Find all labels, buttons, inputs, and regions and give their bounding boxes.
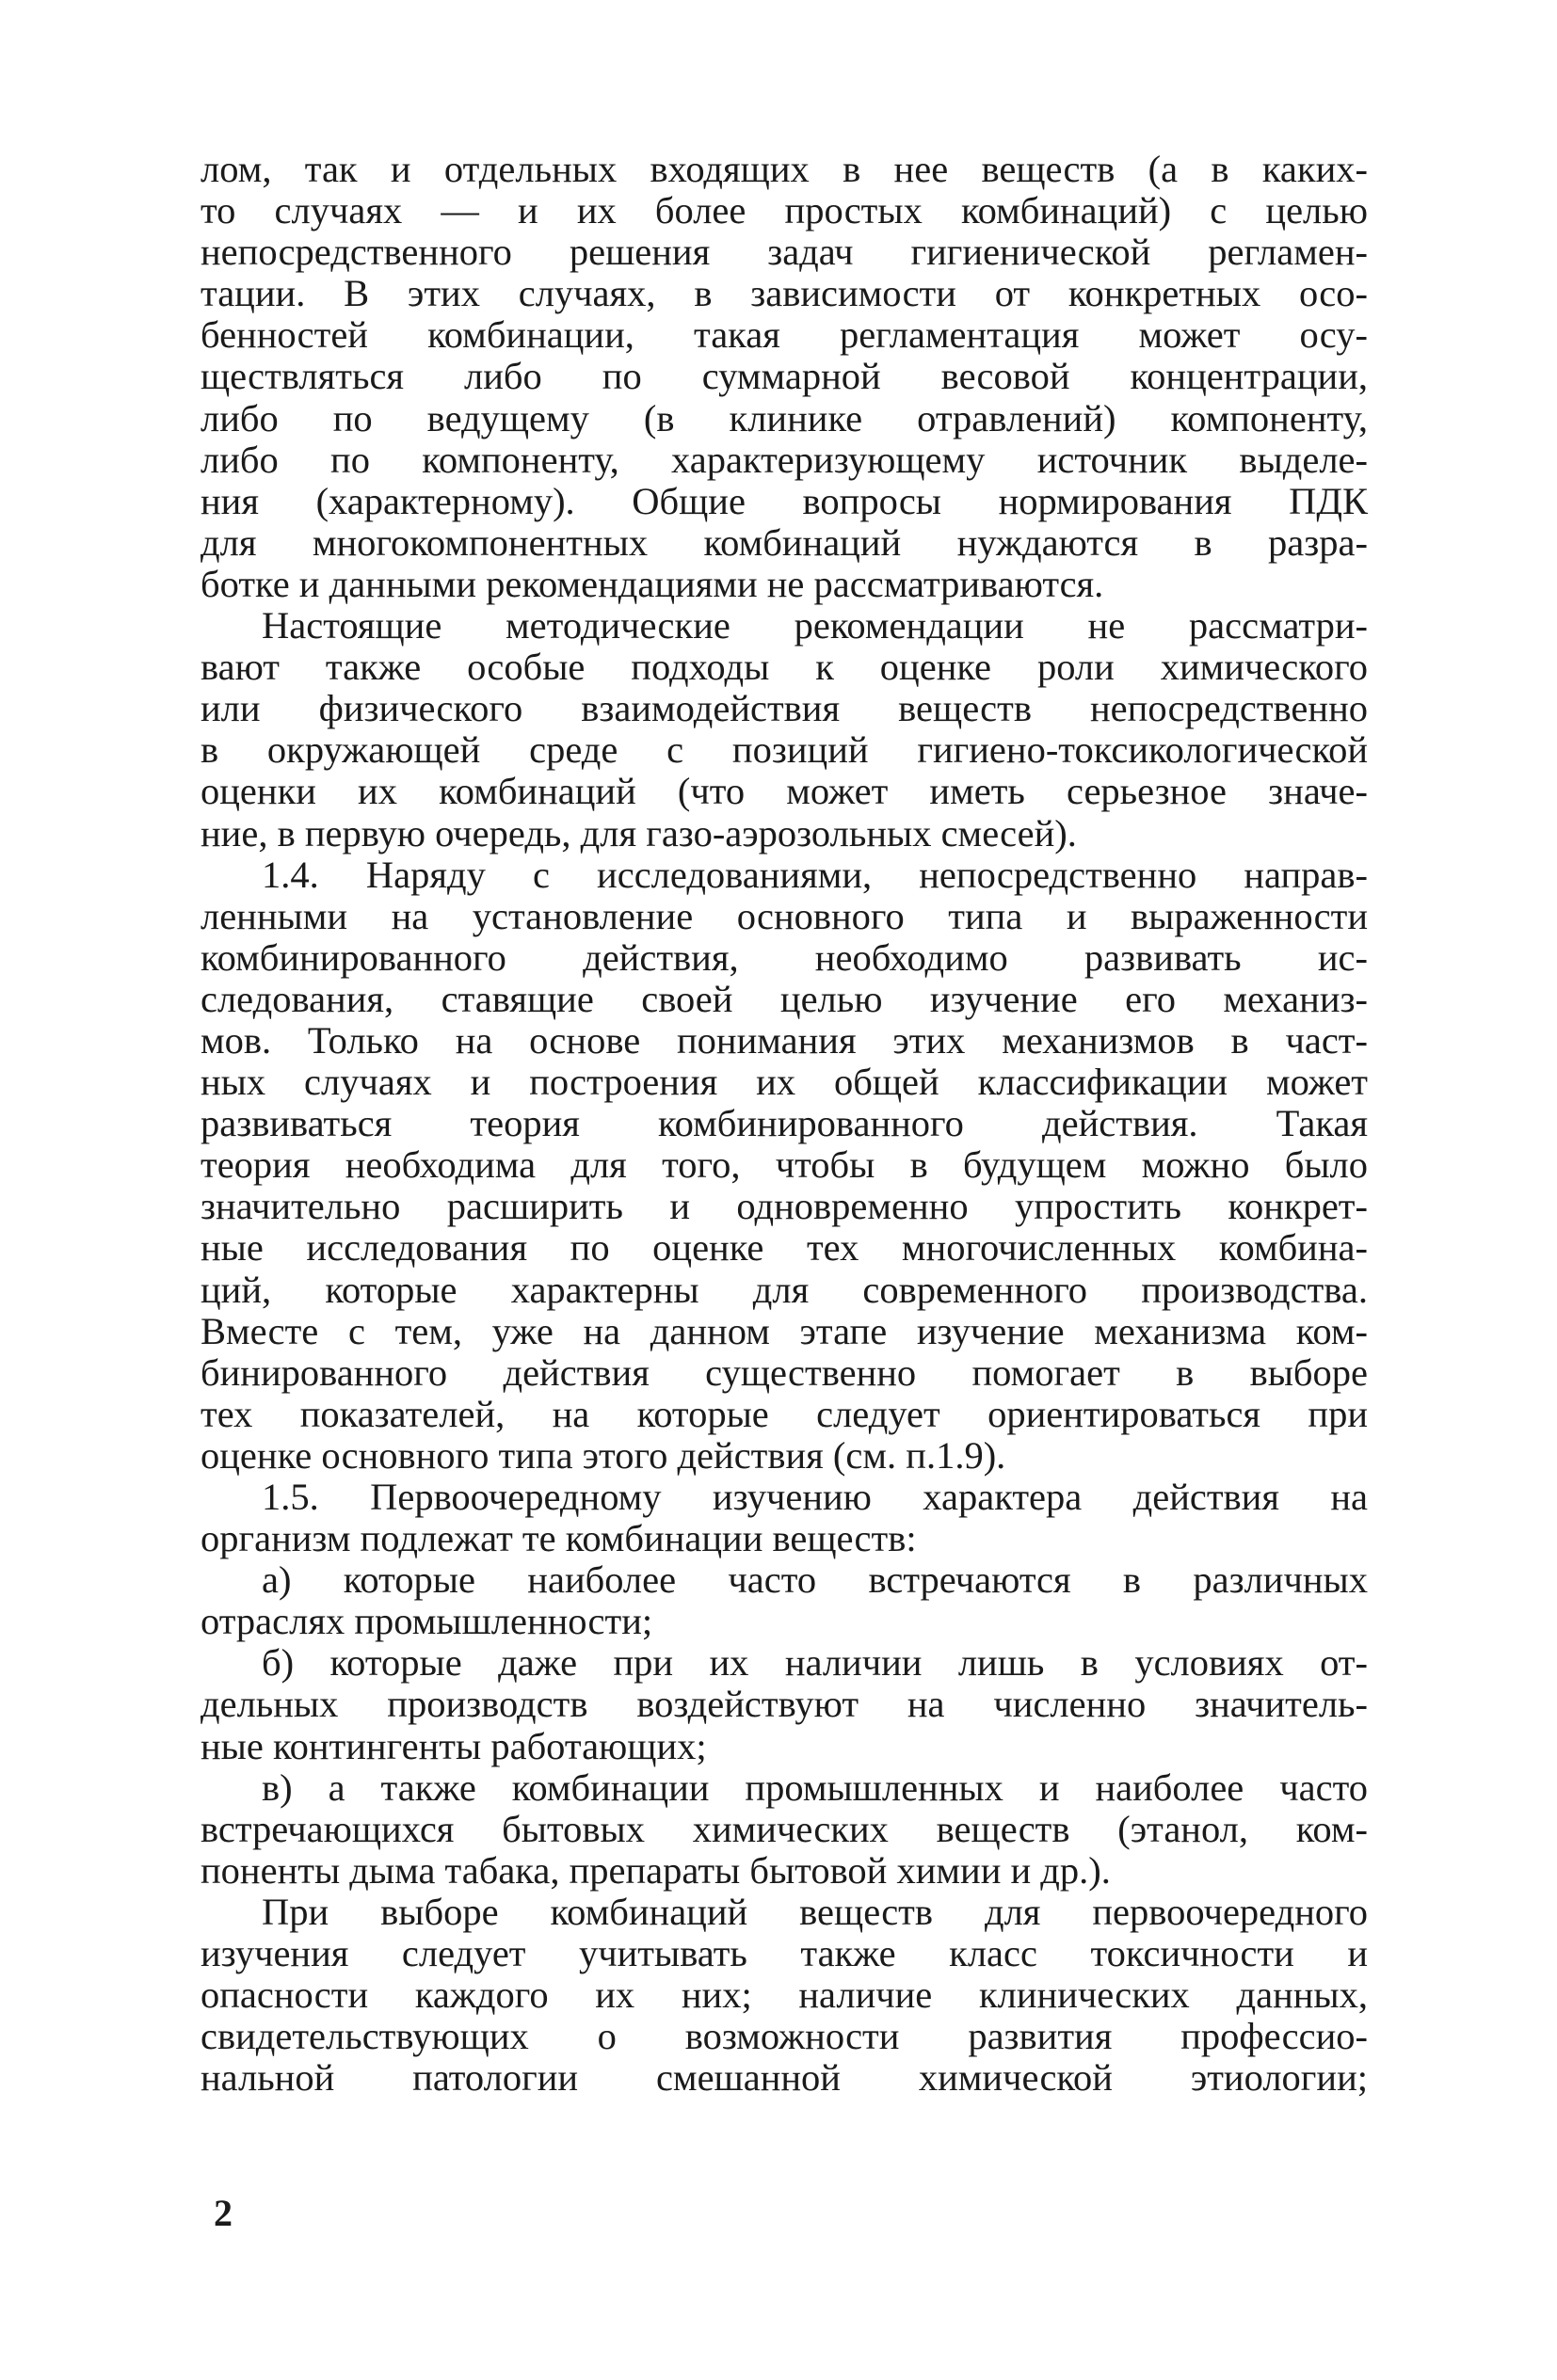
text-line: ций, которые характерны для современного производства.	[201, 1268, 1368, 1311]
text-line: теория необходима для того, чтобы в будущем можно было	[201, 1143, 1368, 1187]
text-line: ществляться либо по суммарной весовой концентрации,	[201, 355, 1368, 398]
list-item-b-line: б) которые даже при их наличии лишь в условиях от-	[262, 1641, 1368, 1685]
text-line: непосредственного решения задач гигиенической регламен-	[201, 231, 1368, 274]
text-line: организм подлежат те комбинации веществ:	[201, 1517, 917, 1560]
text-line: оценки их комбинаций (что может иметь серьезное значе-	[201, 770, 1368, 813]
text-line: бенностей комбинации, такая регламентация может осу-	[201, 313, 1368, 357]
text-line: следования, ставящие своей целью изучение его механиз-	[201, 977, 1368, 1020]
text-line: нальной патологии смешанной химической этиологии;	[201, 2056, 1368, 2100]
paragraph-start-line: При выборе комбинаций веществ для первоочередного	[262, 1890, 1368, 1933]
text-line: ние, в первую очередь, для газо-аэрозольных смесей).	[201, 811, 1077, 855]
text-line: комбинированного действия, необходимо развивать ис-	[201, 935, 1368, 979]
text-line: то случаях — и их более простых комбинаций) с целью	[201, 189, 1368, 232]
text-line: или физического взаимодействия веществ непосредственно	[201, 687, 1368, 730]
text-line: поненты дыма табака, препараты бытовой химии и др.).	[201, 1848, 1111, 1892]
text-line: тации. В этих случаях, в зависимости от конкретных осо-	[201, 272, 1368, 315]
text-line: бинированного действия существенно помогает в выборе	[201, 1350, 1368, 1394]
text-line: ния (характерному). Общие вопросы нормирования ПДК	[201, 479, 1368, 522]
list-item-a-line: а) которые наиболее часто встречаются в различных	[262, 1558, 1368, 1602]
text-line: изучения следует учитывать также класс токсичности и	[201, 1932, 1368, 1975]
text-line: ные контингенты работающих;	[201, 1724, 707, 1767]
text-line: оценке основного типа этого действия (см. п.1.9).	[201, 1433, 1006, 1477]
text-line: лом, так и отдельных входящих в нее веществ (а в каких-	[201, 148, 1368, 190]
list-item-c-line: в) а также комбинации промышленных и наиболее часто	[262, 1765, 1368, 1809]
text-line: свидетельствующих о возможности развития профессио-	[201, 2015, 1368, 2058]
text-line: Вместе с тем, уже на данном этапе изучение механизма ком-	[201, 1309, 1368, 1352]
text-line: тех показателей, на которые следует ориентироваться при	[201, 1392, 1368, 1435]
text-line: в окружающей среде с позиций гигиено-токсикологической	[201, 728, 1368, 772]
text-line: либо по компоненту, характеризующему источник выделе-	[201, 438, 1368, 481]
text-line: вают также особые подходы к оценке роли химического	[201, 646, 1368, 689]
text-line: для многокомпонентных комбинаций нуждаются в разра-	[201, 520, 1368, 564]
section-1-4-start-line: 1.4. Наряду с исследованиями, непосредственно направ-	[262, 853, 1368, 896]
text-line: отраслях промышленности;	[201, 1600, 653, 1643]
text-line: дельных производств воздействуют на численно значитель-	[201, 1683, 1368, 1726]
text-line: развиваться теория комбинированного действия. Такая	[201, 1102, 1368, 1145]
text-line: либо по ведущему (в клинике отравлений) компоненту,	[201, 396, 1368, 439]
text-line: встречающихся бытовых химических веществ (этанол, ком-	[201, 1807, 1368, 1850]
body-text	[201, 149, 1368, 2099]
text-line: ных случаях и построения их общей классификации может	[201, 1061, 1368, 1104]
text-line: опасности каждого их них; наличие клинических данных,	[201, 1973, 1368, 2017]
text-line: ботке и данными рекомендациями не рассматриваются.	[201, 562, 1104, 605]
text-line: ные исследования по оценке тех многочисленных комбина-	[201, 1226, 1368, 1270]
page-number: 2	[214, 2192, 233, 2234]
section-1-5-start-line: 1.5. Первоочередному изучению характера действия на	[262, 1476, 1368, 1518]
paragraph-start-line: Настоящие методические рекомендации не рассматри-	[262, 604, 1368, 647]
text-line: мов. Только на основе понимания этих механизмов в част-	[201, 1018, 1368, 1062]
text-line: ленными на установление основного типа и выраженности	[201, 894, 1368, 937]
text-line: значительно расширить и одновременно упростить конкрет-	[201, 1185, 1368, 1228]
